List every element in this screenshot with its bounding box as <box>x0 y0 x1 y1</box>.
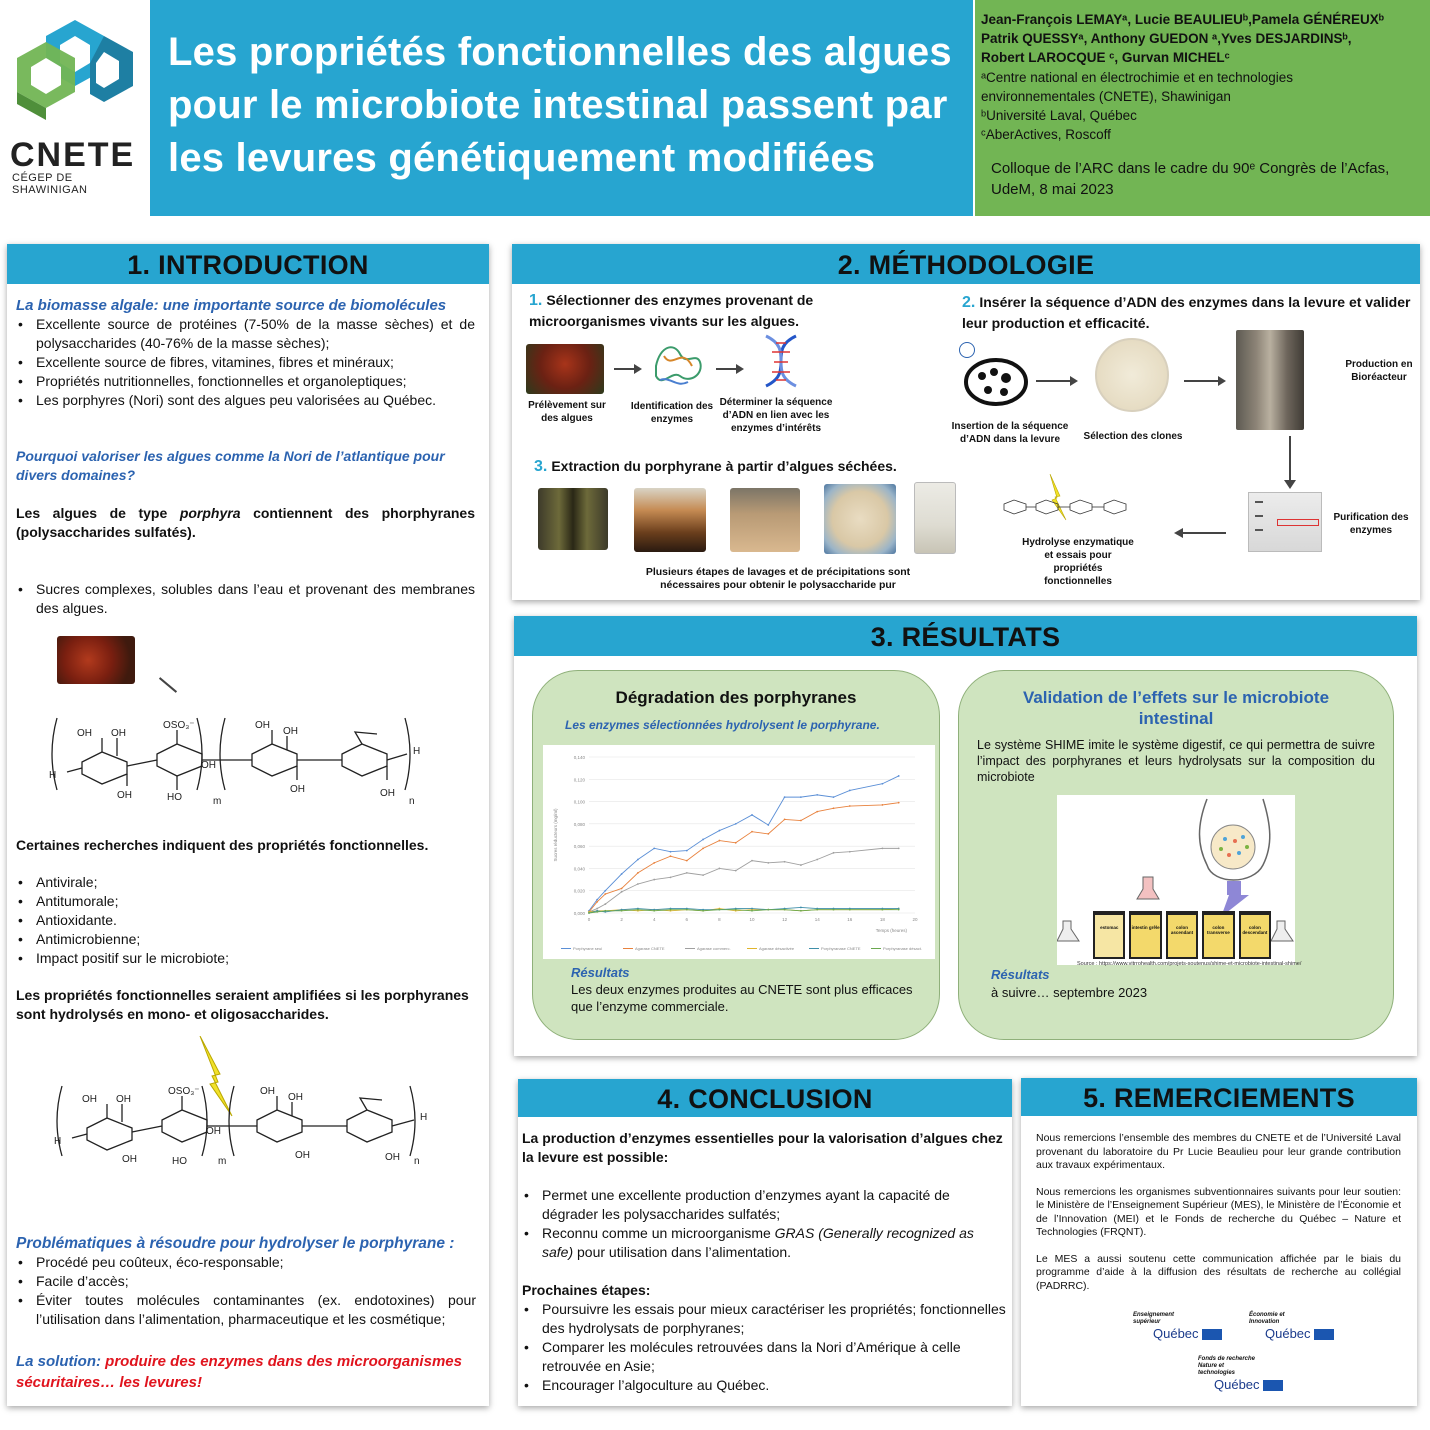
data-point <box>849 790 851 792</box>
list-item: • Facile d’accès; <box>16 1272 476 1291</box>
chem-label: OSO₃⁻ <box>168 1086 200 1097</box>
data-point <box>604 893 606 895</box>
affiliation-line: ᵇUniversité Laval, Québec <box>981 108 1137 123</box>
x-tick-label: 6 <box>685 917 689 922</box>
thanks-paragraph: Nous remercions les organismes subventionnaires suivants pour leur soutien: le Ministère de l’Enseignement Supérieur (MES), le Ministère de l’Économie et de l’Innovation (MEI) et le Fonds de recherche du Québec – Nature et Technologies (FRQNT). <box>1036 1185 1401 1238</box>
data-point <box>751 814 753 816</box>
data-point <box>621 888 623 890</box>
list-item: • Éviter toutes molécules contaminantes (ex. endotoxines) pour l’utilisation dans l’alimentation, pharmaceutique et les cosmétique; <box>16 1291 476 1329</box>
data-point <box>686 850 688 852</box>
extraction-photo-2 <box>634 488 706 552</box>
legend-label: Porphyrane seul <box>573 946 603 951</box>
down-arrow-icon <box>159 677 177 693</box>
data-point <box>735 823 737 825</box>
data-point <box>702 839 704 841</box>
quebec-logo <box>1249 1312 1349 1341</box>
intro-panel <box>7 244 489 1406</box>
data-point <box>833 852 835 854</box>
thanks-panel <box>1021 1078 1417 1406</box>
enzyme-structure-icon <box>650 336 706 394</box>
solution-text: produire des enzymes dans des microorganismes sécuritaires… les levures! <box>16 1353 462 1391</box>
list-emphasis: GRAS (Generally recognized as safe) <box>542 1225 974 1260</box>
list-item <box>522 1224 1006 1262</box>
degradation-title: Dégradation des porphyranes <box>615 688 857 707</box>
data-point <box>882 804 884 806</box>
affiliation-line: ᵃCentre national en électrochimie et en technologies <box>981 70 1293 85</box>
affiliation-line: environnementales (CNETE), Shawinigan <box>981 89 1231 104</box>
data-point <box>751 831 753 833</box>
data-point <box>784 796 786 798</box>
petri-dish-photo <box>1095 338 1169 412</box>
x-tick-label: 20 <box>912 917 918 922</box>
shime-vessel <box>1093 911 1125 959</box>
shime-vessel-label: estomac <box>1100 925 1119 930</box>
data-point <box>719 840 721 842</box>
logo-caption: Enseignement supérieur <box>1133 1312 1175 1325</box>
data-point <box>882 909 884 911</box>
solution-statement <box>16 1351 476 1393</box>
paragraph-emphasis: porphyra <box>179 505 241 521</box>
degradation-subtitle: Les enzymes sélectionnées hydrolysent le porphyrane. <box>565 718 880 732</box>
title-banner <box>150 0 973 216</box>
bioreactor-photo <box>1236 330 1304 430</box>
list-item: • Antioxidante. <box>16 911 476 930</box>
list-item: • Permet une excellente production d’enzymes ayant la capacité de dégrader les polysaccharides sulfatés; <box>522 1186 1006 1224</box>
chem-label: OH <box>380 788 395 799</box>
list-item: • Procédé peu coûteux, éco-responsable; <box>16 1253 476 1272</box>
method-title: 2. MÉTHODOLOGIE <box>512 244 1420 284</box>
caption-insertion: Insertion de la séquence d’ADN dans la levure <box>951 421 1069 445</box>
step-number: 3. <box>534 458 548 475</box>
step-text: Extraction du porphyrane à partir d’algues séchées. <box>551 458 897 474</box>
results-microbiota-box <box>958 670 1394 1040</box>
data-point <box>816 794 818 796</box>
step-text: Sélectionner des enzymes provenant de microorganismes vivants sur les algues. <box>529 292 814 329</box>
results-degradation-box <box>532 670 940 1040</box>
list-item: • Encourager l’algoculture au Québec. <box>522 1376 1006 1395</box>
data-point <box>653 879 655 881</box>
list-item: • Comparer les molécules retrouvées dans la Nori d’Amérique à celle retrouvée en Asie; <box>522 1338 1006 1376</box>
data-point <box>898 775 900 777</box>
extraction-photo-4 <box>824 484 896 554</box>
conclusion-title: 4. CONCLUSION <box>518 1079 1012 1117</box>
flow-arrow-icon <box>1184 380 1224 382</box>
next-steps-list <box>522 1300 1006 1395</box>
chart-frame <box>543 745 935 959</box>
quebec-logo <box>1133 1312 1233 1341</box>
data-point <box>833 807 835 809</box>
logo-name: CNETE <box>10 136 136 174</box>
data-point <box>653 910 655 912</box>
data-point <box>882 783 884 785</box>
method-step-1 <box>529 290 859 331</box>
chem-label: H <box>420 1112 428 1123</box>
thanks-paragraph: Le MES a aussi soutenu cette communication affichée par le biais du programme d’aide à la diffusion des résultats de recherche au collégial (PADRRC). <box>1036 1252 1401 1292</box>
method-step-2 <box>962 292 1417 333</box>
data-point <box>767 862 769 864</box>
author-list <box>981 10 1424 67</box>
x-tick-label: 18 <box>879 917 885 922</box>
x-tick-label: 4 <box>652 917 656 922</box>
method-step-3 <box>534 456 934 477</box>
shime-vessel <box>1202 911 1234 959</box>
chem-label: H <box>54 1136 62 1147</box>
data-point <box>719 868 721 870</box>
data-point <box>653 862 655 864</box>
y-tick-label: 0,120 <box>573 777 585 783</box>
flow-arrow-icon <box>1036 380 1076 382</box>
microbiota-results-text: à suivre… septembre 2023 <box>991 985 1148 1000</box>
data-point <box>719 830 721 832</box>
data-point <box>653 847 655 849</box>
author-line: Robert LAROCQUE ᶜ, Gurvan MICHELᶜ <box>981 50 1230 65</box>
data-point <box>686 860 688 862</box>
data-point <box>621 873 623 875</box>
extraction-photo-1 <box>538 488 608 550</box>
chem-label: OH <box>82 1094 97 1105</box>
data-point <box>767 909 769 911</box>
extraction-photo-5 <box>914 482 956 554</box>
data-point <box>637 909 639 911</box>
data-point <box>849 805 851 807</box>
intro-heading-biomass: La biomasse algale: une importante source de biomolécules <box>16 297 447 314</box>
shime-source: Source : https://www.vitrrohealth.com/projets-soutenus/shime-et-microbiote-intestinal-shime/ <box>1077 961 1302 967</box>
y-tick-label: 0,040 <box>573 866 585 872</box>
x-tick-label: 0 <box>587 917 591 922</box>
shime-vessel <box>1166 911 1198 959</box>
legend-label: Porphyranase CNETE <box>821 946 861 951</box>
x-tick-label: 14 <box>814 917 820 922</box>
chem-label: OH <box>290 784 305 795</box>
legend-label: Agarase désactivée <box>759 946 795 951</box>
biomass-list <box>16 315 475 410</box>
chem-label: OH <box>255 720 270 731</box>
dna-icon <box>756 332 806 390</box>
shime-vessel-label: colon ascendant <box>1170 925 1194 935</box>
shime-vessels <box>1093 911 1271 959</box>
chem-label: OH <box>260 1086 275 1097</box>
chem-label: OH <box>201 760 216 771</box>
sugars-list <box>16 580 475 618</box>
x-tick-label: 10 <box>749 917 755 922</box>
seaweed-photo <box>57 636 135 684</box>
data-point <box>833 796 835 798</box>
data-point <box>816 811 818 813</box>
shime-diagram <box>1057 795 1295 965</box>
data-point <box>596 899 598 901</box>
left-arrow-icon <box>1180 532 1226 534</box>
porphyrane-structure-diagram <box>37 704 437 804</box>
step-number: 1. <box>529 292 543 309</box>
functional-properties-lead: Certaines recherches indiquent des propriétés fonctionnelles. <box>16 837 429 853</box>
data-point <box>898 802 900 804</box>
caption-purification: Purification des enzymes <box>1333 512 1409 536</box>
y-tick-label: 0,020 <box>573 888 585 894</box>
next-steps-title: Prochaines étapes: <box>522 1282 651 1298</box>
caption-sampling: Prélèvement sur des algues <box>528 400 606 424</box>
data-point <box>735 909 737 911</box>
chem-label: OH <box>111 728 126 739</box>
problems-heading: Problématiques à résoudre pour hydrolyser le porphyrane : <box>16 1235 455 1252</box>
list-item: • Excellente source de protéines (7-50% de la masse sèches) et de polysaccharides (40-76% de la masse sèches); <box>16 315 475 353</box>
list-item: • Antitumorale; <box>16 892 476 911</box>
data-point <box>816 909 818 911</box>
paragraph-text: contiennent des phorphyranes (polysaccharides sulfatés). <box>16 505 475 540</box>
chem-label: n <box>414 1156 420 1166</box>
data-point <box>767 824 769 826</box>
data-point <box>637 883 639 885</box>
problems-list <box>16 1253 476 1329</box>
chem-label: OH <box>283 726 298 737</box>
logo-name: Québec <box>1265 1326 1311 1341</box>
data-point <box>816 859 818 861</box>
data-point <box>686 909 688 911</box>
data-point <box>898 847 900 849</box>
gel-photo <box>1248 492 1322 552</box>
legend-label: Porphyranase désact. <box>883 946 922 951</box>
microbiota-title: Validation de l’effets sur le microbiote intestinal <box>1022 688 1330 728</box>
intro-title: 1. INTRODUCTION <box>7 244 489 284</box>
porphyra-paragraph <box>16 504 475 542</box>
step-text: Insérer la séquence d’ADN des enzymes dans la levure et valider leur production et efficacité. <box>962 294 1411 331</box>
chem-label: HO <box>167 792 182 803</box>
y-tick-label: 0,100 <box>573 799 585 805</box>
y-tick-label: 0,000 <box>573 911 585 916</box>
list-item: • Poursuivre les essais pour mieux caractériser les propriétés; fonctionnelles des hydrolysats de porphyranes; <box>522 1300 1006 1338</box>
degradation-chart <box>543 745 935 959</box>
data-point <box>670 851 672 853</box>
caption-identification: Identification des enzymes <box>630 401 714 425</box>
caption-hydrolysis: Hydrolyse enzymatique et essais pour propriétés fonctionnelles <box>1022 537 1134 587</box>
logo-wordmark <box>1265 1326 1349 1341</box>
conclusion-panel <box>518 1079 1012 1406</box>
microbiota-results-label: Résultats <box>991 967 1050 982</box>
data-point <box>800 907 802 909</box>
chem-label: n <box>409 796 415 804</box>
intro-heading-why: Pourquoi valoriser les algues comme la Nori de l’atlantique pour divers domaines? <box>16 448 445 483</box>
data-point <box>898 909 900 911</box>
x-axis-label: Temps (heures) <box>875 928 907 933</box>
shime-description: Le système SHIME imite le système digestif, ce qui permettra de suivre l’impact des porphyranes et leurs hydrolysats sur la composition du microbiote <box>977 738 1375 784</box>
hydrolysis-paragraph: Les propriétés fonctionnelles seraient amplifiées si les porphyranes sont hydrolysés en mono- et oligosaccharides. <box>16 987 469 1022</box>
y-tick-label: 0,060 <box>573 844 585 850</box>
chem-label: HO <box>172 1156 187 1166</box>
data-point <box>686 872 688 874</box>
chem-label: OH <box>206 1126 221 1137</box>
series-line <box>589 910 899 913</box>
data-point <box>751 860 753 862</box>
shime-vessel <box>1129 911 1161 959</box>
list-text: pour utilisation dans l’alimentation. <box>573 1244 792 1260</box>
logo-wordmark <box>1214 1377 1308 1392</box>
chem-label: OH <box>122 1154 137 1165</box>
data-point <box>621 891 623 893</box>
legend-label: Agarase commerc. <box>697 946 731 951</box>
data-point <box>800 864 802 866</box>
chem-label: OH <box>77 728 92 739</box>
flow-arrow-icon <box>716 368 742 370</box>
data-point <box>784 909 786 911</box>
hydrolysis-structure-icon <box>1000 474 1140 534</box>
cnete-logo <box>0 0 150 216</box>
data-point <box>784 819 786 821</box>
list-item: • Excellente source de fibres, vitamines, fibres et minéraux; <box>16 353 475 372</box>
flow-arrow-icon <box>614 368 640 370</box>
authors-banner <box>975 0 1430 216</box>
data-point <box>596 901 598 903</box>
seaweed-sample-photo <box>526 344 604 394</box>
x-tick-label: 12 <box>782 917 788 922</box>
data-point <box>849 909 851 911</box>
data-point <box>637 872 639 874</box>
properties-list <box>16 873 476 968</box>
quebec-logo <box>1198 1356 1308 1392</box>
data-point <box>702 847 704 849</box>
list-item: • Antimicrobienne; <box>16 930 476 949</box>
data-point <box>702 874 704 876</box>
thanks-paragraph: Nous remercions l’ensemble des membres du CNETE et de l’Université Laval provenant du laboratoire du Pr Lucie Beaulieu pour leur grande contribution aux travaux expérimentaux. <box>1036 1132 1401 1171</box>
results-title: 3. RÉSULTATS <box>514 616 1417 656</box>
poster-title: Les propriétés fonctionnelles des algues pour le microbiote intestinal passent par les levures génétiquement modifiées <box>168 30 952 180</box>
chem-label: OH <box>288 1092 303 1103</box>
shime-vessel <box>1239 911 1271 959</box>
degradation-results-label: Résultats <box>571 965 630 980</box>
caption-selection: Sélection des clones <box>1083 431 1183 442</box>
fleur-de-lis-flag-icon <box>1314 1329 1334 1340</box>
logo-caption: Économie et Innovation <box>1249 1312 1285 1325</box>
conclusion-lead: La production d’enzymes essentielles pour la valorisation d’algues chez la levure est possible: <box>522 1130 1003 1165</box>
shime-vessel-label: colon transverse <box>1207 925 1230 935</box>
shime-vessel-label: intestin grêle <box>1131 925 1160 930</box>
step-number: 2. <box>962 294 976 311</box>
porphyrane-hydrolysis-diagram <box>42 1036 442 1166</box>
legend-label: Agarase CNETE <box>635 946 665 951</box>
y-tick-label: 0,140 <box>573 755 585 760</box>
data-point <box>800 820 802 822</box>
chem-label: H <box>49 770 57 781</box>
list-text: Reconnu comme un microorganisme <box>542 1225 775 1241</box>
fleur-de-lis-flag-icon <box>1202 1329 1222 1340</box>
data-point <box>596 911 598 913</box>
data-point <box>735 842 737 844</box>
logo-name: Québec <box>1214 1377 1260 1392</box>
data-point <box>735 870 737 872</box>
down-arrow-head-icon <box>1284 480 1296 489</box>
chem-label: H <box>413 746 421 757</box>
data-point <box>800 910 802 912</box>
data-point <box>637 859 639 861</box>
x-tick-label: 8 <box>718 917 721 922</box>
chem-label: m <box>218 1156 227 1166</box>
data-point <box>849 851 851 853</box>
y-axis-label: Sucres réducteurs (mg/ml) <box>553 808 558 862</box>
paragraph-text: Les algues de type <box>16 505 180 521</box>
extraction-photo-3 <box>730 488 800 552</box>
series-line <box>589 848 899 912</box>
data-point <box>604 890 606 892</box>
data-point <box>800 796 802 798</box>
list-item: • Sucres complexes, solubles dans l’eau et provenant des membranes des algues. <box>16 580 475 618</box>
data-point <box>604 910 606 912</box>
degradation-results-text: Les deux enzymes produites au CNETE sont plus efficaces que l’enzyme commerciale. <box>571 982 913 1014</box>
list-item: • Les porphyres (Nori) sont des algues peu valorisées au Québec. <box>16 391 475 410</box>
chem-label: OSO₃⁻ <box>163 720 195 731</box>
y-tick-label: 0,080 <box>573 821 585 827</box>
results-panel <box>514 616 1417 1056</box>
shime-vessel-label: colon descendant <box>1242 925 1268 935</box>
data-point <box>767 833 769 835</box>
chem-label: OH <box>116 1094 131 1105</box>
caption-dna-sequence: Déterminer la séquence d’ADN en lien avec les enzymes d’intérêts <box>719 397 833 434</box>
solution-label: La solution: <box>16 1353 106 1370</box>
logo-name: Québec <box>1153 1326 1199 1341</box>
chem-label: OH <box>295 1150 310 1161</box>
data-point <box>670 876 672 878</box>
fleur-de-lis-flag-icon <box>1263 1380 1283 1391</box>
data-point <box>621 910 623 912</box>
x-tick-label: 16 <box>847 917 853 922</box>
conference-info: Colloque de l’ARC dans le cadre du 90ᵉ Congrès de l’Acfas, UdeM, 8 mai 2023 <box>991 160 1390 198</box>
list-item: • Propriétés nutritionnelles, fonctionnelles et organoleptiques; <box>16 372 475 391</box>
data-point <box>670 909 672 911</box>
method-panel <box>512 244 1420 600</box>
data-point <box>833 909 835 911</box>
caption-production: Production en Bioréacteur <box>1345 359 1413 383</box>
x-tick-label: 2 <box>620 917 623 922</box>
author-line: Jean-François LEMAYᵃ, Lucie BEAULIEUᵇ,Pamela GÉNÉREUXᵇ <box>981 12 1385 27</box>
conclusion-list <box>522 1186 1006 1262</box>
list-item: • Antivirale; <box>16 873 476 892</box>
data-point <box>702 910 704 912</box>
data-point <box>719 909 721 911</box>
yeast-cell-icon <box>962 352 1032 410</box>
data-point <box>784 861 786 863</box>
data-point <box>670 855 672 857</box>
chem-label: OH <box>117 790 132 801</box>
author-line: Patrik QUESSYᵃ, Anthony GUEDON ᵃ,Yves DESJARDINSᵇ, <box>981 31 1352 46</box>
logo-subtitle: CÉGEP DE SHAWINIGAN <box>12 172 88 196</box>
affiliation-list <box>981 68 1424 144</box>
chem-label: OH <box>385 1152 400 1163</box>
logo-caption: Fonds de recherche Nature et technologies <box>1198 1356 1256 1376</box>
chem-label: m <box>213 796 222 804</box>
data-point <box>751 908 753 910</box>
left-arrow-head-icon <box>1174 528 1183 538</box>
data-point <box>882 847 884 849</box>
data-point <box>588 912 590 914</box>
list-item: • Impact positif sur le microbiote; <box>16 949 476 968</box>
data-point <box>596 908 598 910</box>
down-arrow-icon <box>1289 436 1291 480</box>
data-point <box>751 910 753 912</box>
caption-washing: Plusieurs étapes de lavages et de précipitations sont nécessaires pour obtenir le polysaccharide pur <box>645 566 911 591</box>
affiliation-line: ᶜAberActives, Roscoff <box>981 127 1111 142</box>
logo-wordmark <box>1153 1326 1233 1341</box>
data-point <box>604 903 606 905</box>
thanks-title: 5. REMERCIEMENTS <box>1021 1078 1417 1116</box>
